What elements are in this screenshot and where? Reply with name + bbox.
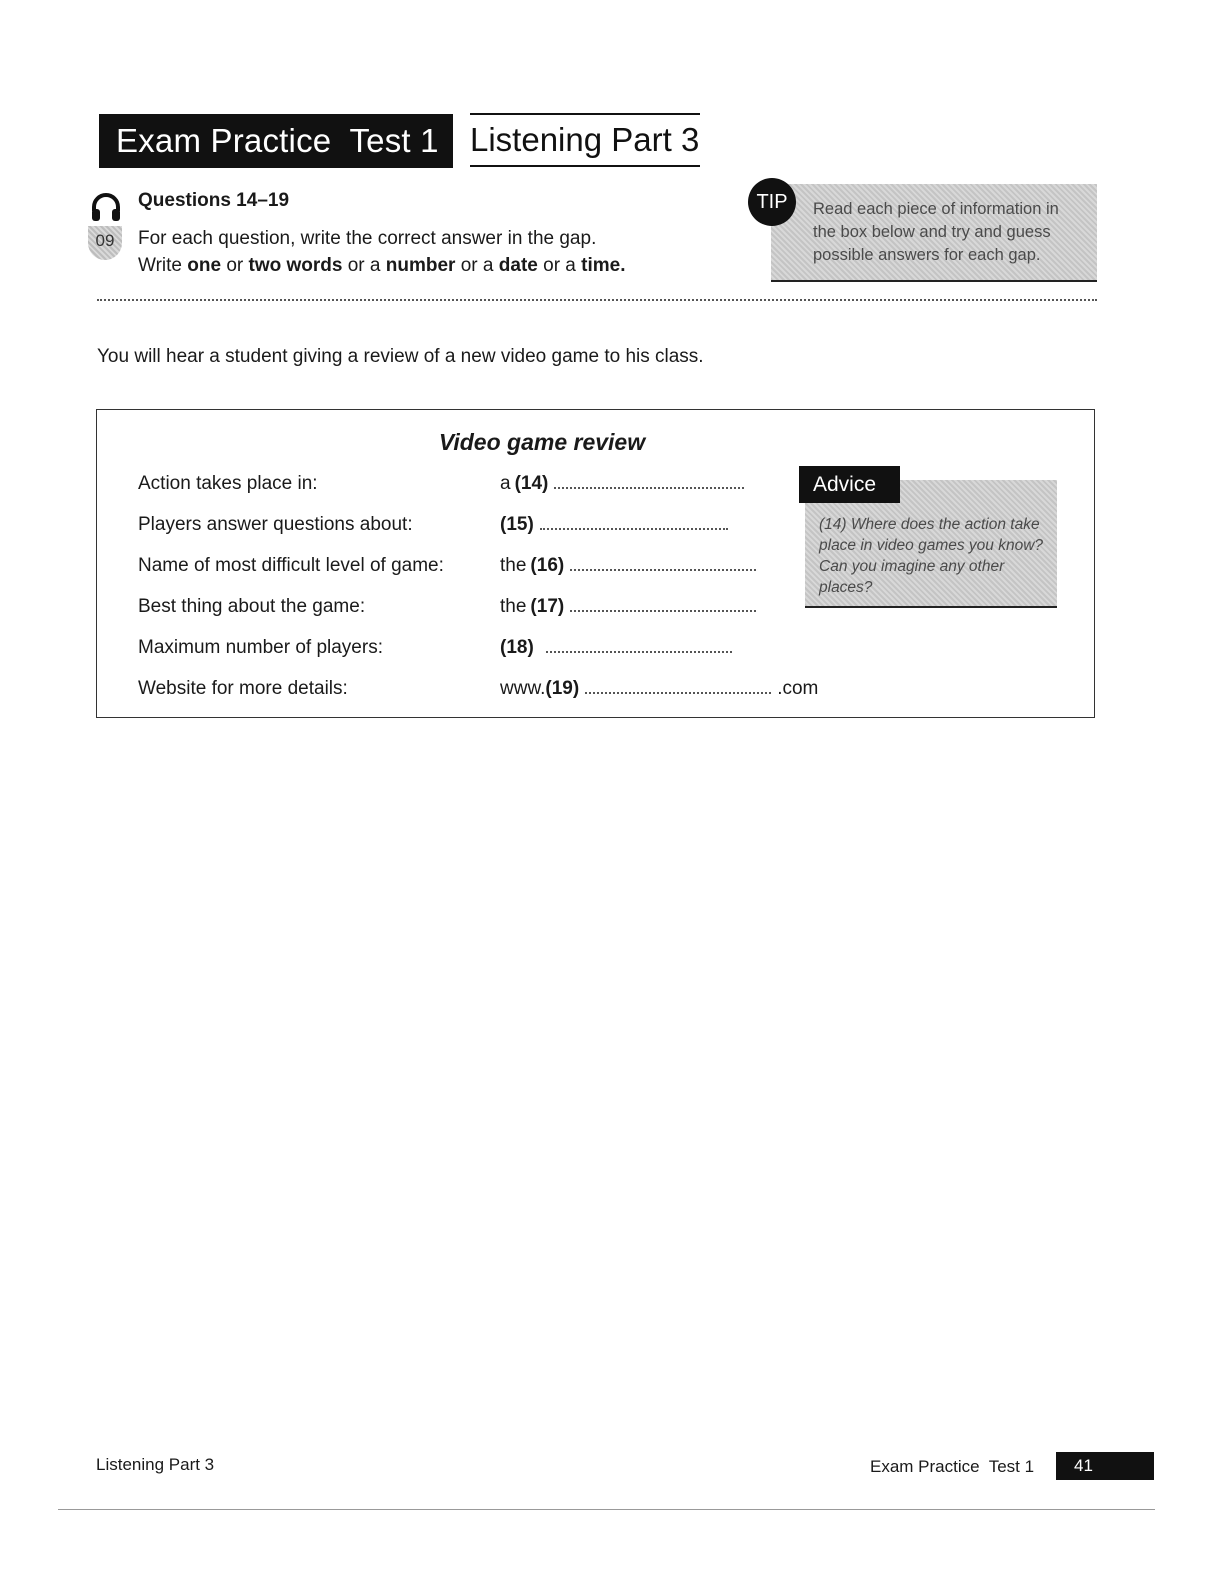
answer-gap-17[interactable]: the (17) bbox=[500, 596, 756, 618]
instruction-line-2: Write one or two words or a number or a date or a time. bbox=[138, 255, 626, 276]
test-title: Exam Practice Test 1 bbox=[116, 122, 439, 159]
footer-section-title: Listening Part 3 bbox=[96, 1455, 215, 1474]
footer-rule bbox=[58, 1509, 1155, 1510]
part-title: Listening Part 3 bbox=[470, 113, 700, 167]
form-label: Website for more details: bbox=[138, 678, 348, 699]
intro-text: You will hear a student giving a review of a new video game to his class. bbox=[97, 346, 704, 367]
answer-gap-15[interactable]: (15) bbox=[500, 514, 728, 536]
answer-gap-14[interactable]: a (14) bbox=[500, 473, 744, 495]
test-title-banner bbox=[99, 114, 453, 168]
instruction-line-1: For each question, write the correct answer in the gap. bbox=[138, 228, 597, 249]
questions-range: Questions 14–19 bbox=[138, 190, 290, 211]
form-label: Maximum number of players: bbox=[138, 637, 383, 658]
page-number: 41 bbox=[1056, 1452, 1154, 1480]
review-form-box bbox=[96, 409, 1095, 718]
advice-text: (14) Where does the action take place in video games you know? Can you imagine any other places? bbox=[819, 516, 1044, 596]
form-label: Players answer questions about: bbox=[138, 514, 413, 535]
tip-badge: TIP bbox=[748, 178, 796, 226]
form-label: Name of most difficult level of game: bbox=[138, 555, 444, 576]
answer-gap-18[interactable]: (18) bbox=[500, 637, 732, 659]
answer-gap-19[interactable]: www. (19) .com bbox=[500, 678, 819, 699]
headphones-icon bbox=[90, 191, 122, 223]
form-label: Action takes place in: bbox=[138, 473, 318, 494]
audio-track-badge: 09 bbox=[88, 226, 122, 260]
section-divider bbox=[97, 299, 1097, 301]
review-title: Video game review bbox=[438, 429, 646, 455]
tip-box bbox=[771, 184, 1097, 282]
footer-test-title: Exam Practice Test 1 bbox=[870, 1457, 1035, 1476]
tip-text: Read each piece of information in the box below and try and guess possible answers for each gap. bbox=[813, 200, 1059, 264]
advice-label: Advice bbox=[799, 466, 900, 503]
answer-gap-16[interactable]: the (16) bbox=[500, 555, 756, 577]
form-label: Best thing about the game: bbox=[138, 596, 366, 617]
